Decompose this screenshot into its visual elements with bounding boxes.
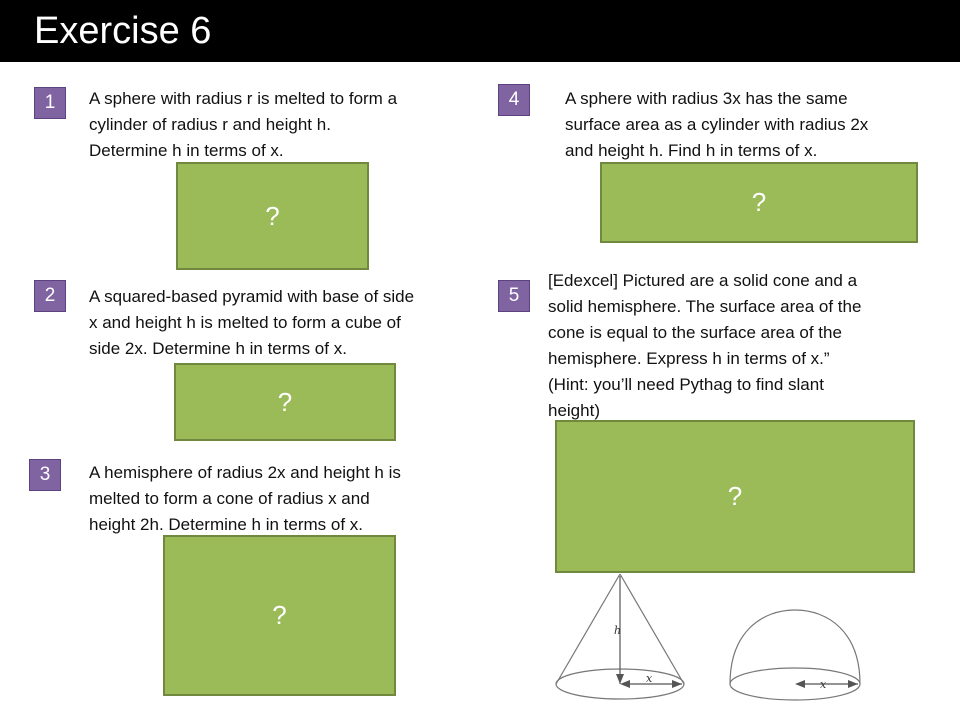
hemisphere-drawing — [730, 610, 860, 700]
question-1-line-1: A sphere with radius r is melted to form a — [89, 89, 398, 108]
question-3-line-3: height 2h. Determine h in terms of x. — [89, 515, 364, 534]
question-2-answer-box[interactable]: ? — [174, 363, 396, 441]
hemisphere-radius-label: x — [820, 678, 827, 691]
question-4-line-2: surface area as a cylinder with radius 2x — [565, 115, 869, 134]
cone-height-label: h — [614, 624, 622, 637]
question-2-badge: 2 — [34, 280, 66, 312]
question-5-badge: 5 — [498, 280, 530, 312]
question-4-line-3: and height h. Find h in terms of x. — [565, 141, 818, 160]
question-5-line-4: hemisphere. Express h in terms of x.” — [548, 349, 830, 368]
question-3-badge: 3 — [29, 459, 61, 491]
question-1-badge: 1 — [34, 87, 66, 119]
question-1-line-2: cylinder of radius r and height h. — [89, 115, 331, 134]
cone-hemisphere-figure — [550, 572, 870, 712]
question-1-answer-box[interactable]: ? — [176, 162, 369, 270]
question-5-line-2: solid hemisphere. The surface area of the — [548, 297, 862, 316]
question-5-text — [548, 268, 948, 424]
question-3-line-2: melted to form a cone of radius x and — [89, 489, 370, 508]
question-3-answer-box[interactable]: ? — [163, 535, 396, 696]
question-5-line-3: cone is equal to the surface area of the — [548, 323, 842, 342]
question-2-text — [89, 284, 479, 362]
question-1-text — [89, 86, 469, 164]
cone-radius-label: x — [646, 672, 653, 685]
question-3-text — [89, 460, 469, 538]
question-1-line-3: Determine h in terms of x. — [89, 141, 284, 160]
question-4-text — [565, 86, 945, 164]
question-2-line-2: x and height h is melted to form a cube of — [89, 313, 401, 332]
question-3-line-1: A hemisphere of radius 2x and height h is — [89, 463, 401, 482]
question-5-line-6: height) — [548, 401, 600, 420]
page-title: Exercise 6 — [34, 10, 212, 52]
question-5-line-5: (Hint: you’ll need Pythag to find slant — [548, 375, 824, 394]
question-5-line-1: [Edexcel] Pictured are a solid cone and a — [548, 271, 858, 290]
question-2-line-3: side 2x. Determine h in terms of x. — [89, 339, 347, 358]
header-bar — [0, 0, 960, 62]
question-5-answer-box[interactable]: ? — [555, 420, 915, 573]
question-4-badge: 4 — [498, 84, 530, 116]
question-2-line-1: A squared-based pyramid with base of side — [89, 287, 415, 306]
question-4-answer-box[interactable]: ? — [600, 162, 918, 243]
question-4-line-1: A sphere with radius 3x has the same — [565, 89, 848, 108]
